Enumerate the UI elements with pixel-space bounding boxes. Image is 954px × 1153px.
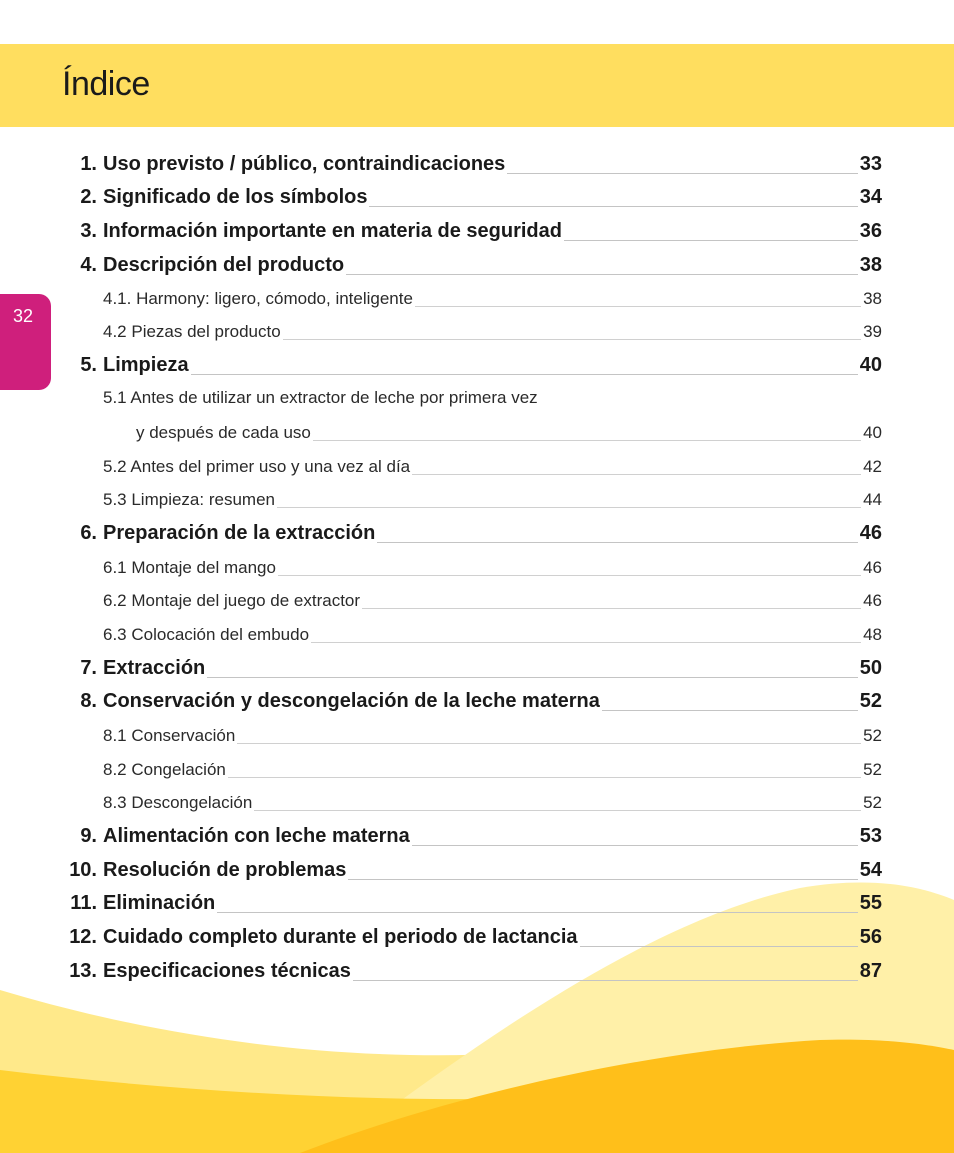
toc-entry-8-1[interactable]: 8.1 Conservación 52 (103, 726, 882, 745)
toc-entry-4-2[interactable]: 4.2 Piezas del producto 39 (103, 322, 882, 341)
toc-entry-5-1-line1: 5.1 Antes de utilizar un extractor de leche por primera vez (103, 388, 538, 407)
page-tab (0, 294, 51, 390)
toc-entry-4-1[interactable]: 4.1. Harmony: ligero, cómodo, inteligente 38 (103, 289, 882, 308)
toc-entry-8[interactable]: 8. Conservación y descongelación de la leche materna 52 (80, 690, 882, 712)
toc-entry-5-1[interactable]: y después de cada uso 40 (136, 423, 882, 442)
toc-entry-6-2[interactable]: 6.2 Montaje del juego de extractor 46 (103, 591, 882, 610)
toc-entry-12[interactable]: 12. Cuidado completo durante el periodo de lactancia 56 (69, 926, 882, 948)
toc-entry-7[interactable]: 7. Extracción 50 (80, 657, 882, 679)
page-number: 32 (12, 306, 34, 326)
toc-entry-8-2[interactable]: 8.2 Congelación 52 (103, 760, 882, 779)
toc-entry-5[interactable]: 5. Limpieza 40 (80, 354, 882, 376)
decorative-waves (0, 880, 954, 1153)
toc-entry-10[interactable]: 10. Resolución de problemas 54 (69, 859, 882, 881)
toc-entry-3[interactable]: 3. Información importante en materia de seguridad 36 (80, 220, 882, 242)
toc-entry-6-1[interactable]: 6.1 Montaje del mango 46 (103, 558, 882, 577)
toc-entry-13[interactable]: 13. Especificaciones técnicas 87 (69, 960, 882, 982)
toc-entry-1[interactable]: 1. Uso previsto / público, contraindicaciones 33 (80, 153, 882, 175)
toc-entry-8-3[interactable]: 8.3 Descongelación 52 (103, 793, 882, 812)
toc-entry-6-3[interactable]: 6.3 Colocación del embudo 48 (103, 625, 882, 644)
toc-entry-2[interactable]: 2. Significado de los símbolos 34 (80, 186, 882, 208)
toc-entry-5-3[interactable]: 5.3 Limpieza: resumen 44 (103, 490, 882, 509)
toc-entry-9[interactable]: 9. Alimentación con leche materna 53 (80, 825, 882, 847)
toc-entry-5-2[interactable]: 5.2 Antes del primer uso y una vez al día 42 (103, 457, 882, 476)
toc-entry-11[interactable]: 11. Eliminación 55 (70, 892, 882, 914)
toc-entry-6[interactable]: 6. Preparación de la extracción 46 (80, 522, 882, 544)
toc-entry-4[interactable]: 4. Descripción del producto 38 (80, 254, 882, 276)
page-title: Índice (62, 65, 150, 103)
